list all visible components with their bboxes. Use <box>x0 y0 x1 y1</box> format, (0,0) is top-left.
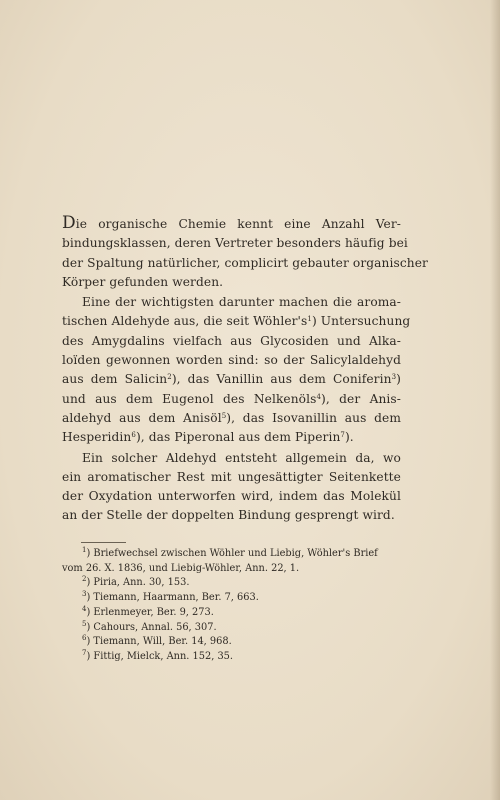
page-edge-shadow <box>490 0 500 800</box>
footnote-ref: 1 <box>307 315 312 324</box>
footnote-ref: 2 <box>167 373 172 382</box>
footnote: $^2$) Piria, Ann. 30, 153. <box>82 575 190 589</box>
footnote-continuation: vom 26. X. 1836, und Liebig-Wöhler, Ann. 22, 1. <box>62 562 300 574</box>
text-line: Die organische Chemie kennt eine Anzahl Ver- <box>62 213 401 233</box>
footnote: $^5$) Cahours, Annal. 56, 307. <box>82 619 217 633</box>
footnote-ref: 3 <box>391 373 397 382</box>
text-line: und aus dem Eugenol des Nelkenöls$^4$), der Anis- <box>62 391 402 406</box>
text-line: Ein solcher Aldehyd entsteht allgemein da, wo <box>82 450 401 465</box>
text-line: loïden gewonnen worden sind: so der Salicylaldehyd <box>62 353 401 368</box>
text-line: aldehyd aus dem Anisöl$^5$), das Isovanillin aus dem <box>62 410 402 425</box>
footnote-ref: 4 <box>316 392 322 401</box>
main-text <box>62 213 428 526</box>
footnote-ref: 5 <box>221 411 227 420</box>
text-line: der Oxydation unterworfen wird, indem das Molekül <box>62 489 401 504</box>
footnote: $^6$) Tiemann, Will, Ber. 14, 968. <box>82 634 232 648</box>
text-line: Hesperidin$^6$), das Piperonal aus dem Piperin$^7$). <box>62 430 354 445</box>
footnote: $^7$) Fittig, Mielck, Ann. 152, 35. <box>82 648 234 662</box>
footnotes <box>62 547 401 665</box>
footnote-ref: 6 <box>131 431 136 440</box>
text-line: an der Stelle der doppelten Bindung gesprengt wird. <box>62 508 395 523</box>
footnote-separator <box>81 542 126 543</box>
text-line: tischen Aldehyde aus, die seit $Wöhler's^1$) Untersuchung <box>62 314 411 329</box>
text-line: Körper gefunden werden. <box>62 274 224 289</box>
footnote: $^3$) Tiemann, Haarmann, Ber. 7, 663. <box>82 590 259 604</box>
text-line: der Spaltung natürlicher, complicirt gebauter organischer <box>62 255 428 270</box>
text-line: aus dem Salicin$^2$), das Vanillin aus dem Coniferin$^3$) <box>62 372 401 387</box>
footnote: $^4$) Erlenmeyer, Ber. 9, 273. <box>82 604 214 618</box>
text-line: Eine der wichtigsten darunter machen die aroma- <box>82 295 401 310</box>
text-line: bindungsklassen, deren Vertreter besonders häufig bei <box>62 236 408 251</box>
text-line: ein aromatischer Rest mit ungesättigter Seitenkette <box>62 469 401 484</box>
footnote: $^1$) Briefwechsel zwischen Wöhler und Liebig, Wöhler's Brief <box>82 546 378 559</box>
text-line: des Amygdalins vielfach aus Glycosiden und Alka- <box>62 333 401 348</box>
drop-cap: D <box>62 213 76 233</box>
footnote-ref: 7 <box>340 431 345 440</box>
